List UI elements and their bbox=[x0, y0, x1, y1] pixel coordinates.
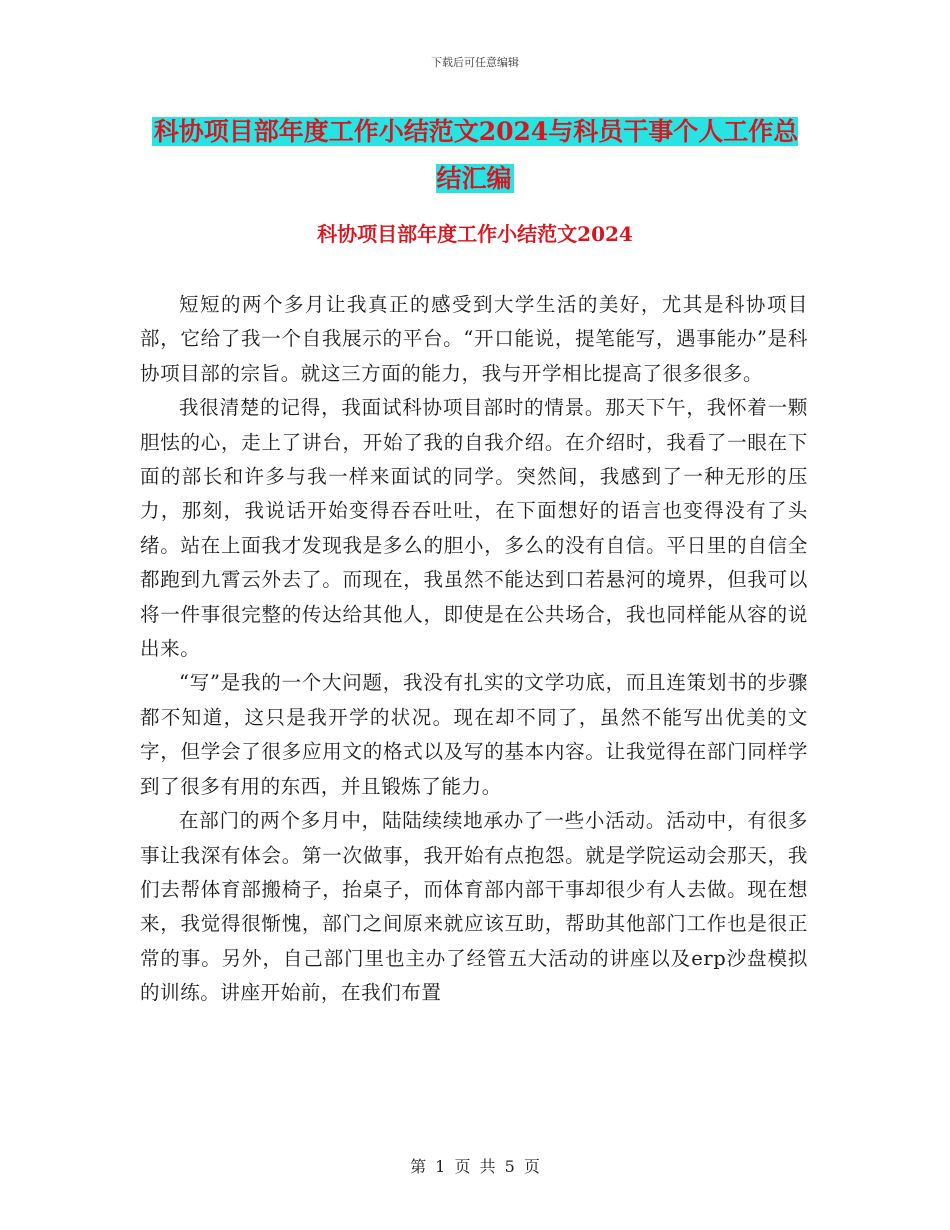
section-title: 科协项目部年度工作小结范文2024 bbox=[317, 222, 633, 246]
page-number-footer: 第 1 页 共 5 页 bbox=[410, 1157, 540, 1176]
paragraph-3: “写”是我的一个大问题，我没有扎实的文学功底，而且连策划书的步骤都不知道，这只是我开学的状况。现在却不同了，虽然不能写出优美的文字，但学会了很多应用文的格式以及写的基本内容。让我觉得在部门同样学到了很多有用的东西，并且锻炼了能力。 bbox=[140, 671, 808, 798]
paragraph-1: 短短的两个多月让我真正的感受到大学生活的美好，尤其是科协项目部，它给了我一个自我展示的平台。“开口能说，提笔能写，遇事能办”是科协项目部的宗旨。就这三方面的能力，我与开学相比提高了很多很多。 bbox=[140, 293, 808, 385]
body-text bbox=[140, 288, 808, 1011]
paragraph-4: 在部门的两个多月中，陆陆续续地承办了一些小活动。活动中，有很多事让我深有体会。第一次做事，我开始有点抱怨。就是学院运动会那天，我们去帮体育部搬椅子，抬桌子，而体育部内部干事却很少有人去做。现在想来，我觉得很惭愧，部门之间原来就应该互助，帮助其他部门工作也是很正常的事。另外，自己部门里也主办了经管五大活动的讲座以及erp沙盘模拟的训练。讲座开始前，在我们布置 bbox=[140, 809, 808, 1005]
document-title bbox=[140, 108, 810, 202]
document-title-text: 科协项目部年度工作小结范文2024与科员干事个人工作总结汇编 bbox=[153, 117, 799, 193]
paragraph-2: 我很清楚的记得，我面试科协项目部时的情景。那天下午，我怀着一颗胆怯的心，走上了讲台，开始了我的自我介绍。在介绍时，我看了一眼在下面的部长和许多与我一样来面试的同学。突然间，我感到了一种无形的压力，那刻，我说话开始变得吞吞吐吐，在下面想好的语言也变得没有了头绪。站在上面我才发现我是多么的胆小，多么的没有自信。平日里的自信全都跑到九霄云外去了。而现在，我虽然不能达到口若悬河的境界，但我可以将一件事很完整的传达给其他人，即使是在公共场合，我也同样能从容的说出来。 bbox=[140, 396, 808, 661]
header-note: 下载后可任意编辑 bbox=[431, 56, 519, 69]
